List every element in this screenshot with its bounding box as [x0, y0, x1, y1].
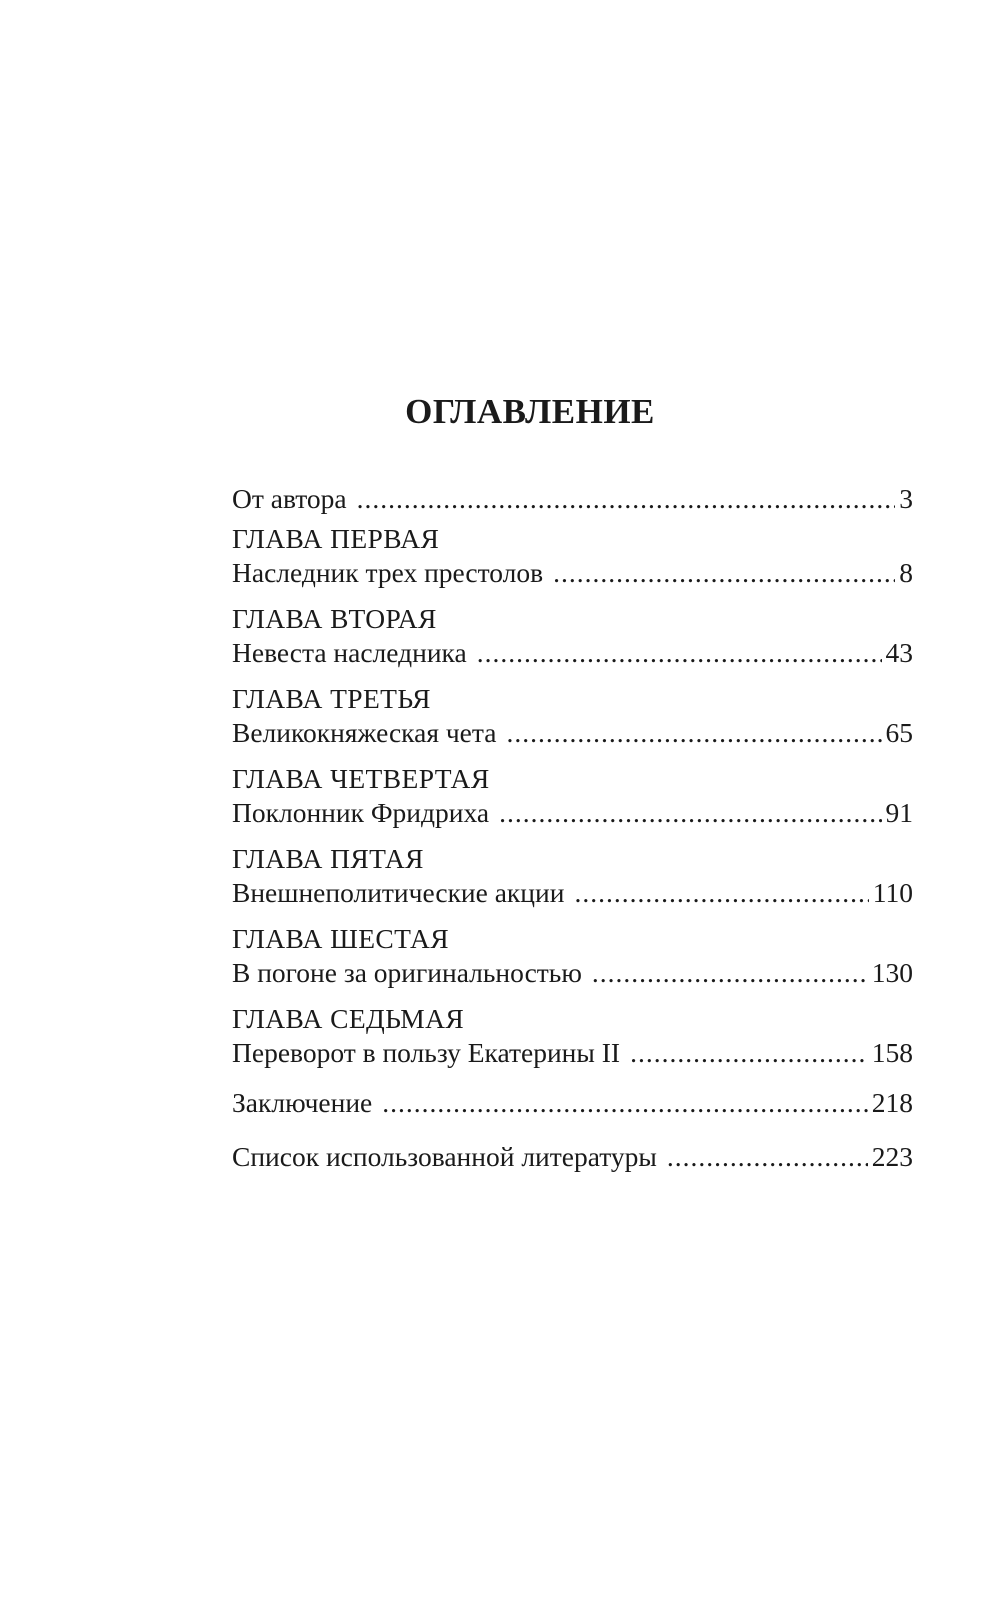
- toc-entry-page: 3: [899, 483, 913, 514]
- toc-entry-page: 65: [885, 717, 913, 748]
- toc-entry-page: 130: [871, 957, 913, 988]
- toc-entry-chapter-1[interactable]: [232, 556, 913, 590]
- chapter-heading-2: ГЛАВА ВТОРАЯ: [232, 603, 437, 634]
- dot-leader: [506, 716, 881, 750]
- toc-entry-bibliography[interactable]: [232, 1140, 913, 1174]
- toc-entry-label: Внешнеполитические акции: [232, 877, 565, 908]
- chapter-heading-5: ГЛАВА ПЯТАЯ: [232, 843, 424, 874]
- dot-leader: [477, 636, 882, 670]
- dot-leader: [357, 482, 896, 516]
- toc-entry-page: 223: [871, 1141, 913, 1172]
- toc-entry-page: 110: [872, 877, 913, 908]
- chapter-heading-6: ГЛАВА ШЕСТАЯ: [232, 923, 449, 954]
- chapter-heading-4: ГЛАВА ЧЕТВЕРТАЯ: [232, 763, 490, 794]
- toc-entry-label: Список использованной литературы: [232, 1141, 657, 1172]
- dot-leader: [592, 956, 868, 990]
- dot-leader: [667, 1140, 868, 1174]
- toc-entry-chapter-2[interactable]: [232, 636, 913, 670]
- toc-entry-foreword[interactable]: [232, 482, 913, 516]
- toc-entry-page: 8: [899, 557, 913, 588]
- toc-entry-label: От автора: [232, 483, 347, 514]
- toc-entry-page: 91: [885, 797, 913, 828]
- toc-entry-page: 158: [871, 1037, 913, 1068]
- toc-entry-label: Великокняжеская чета: [232, 717, 497, 748]
- chapter-heading-7: ГЛАВА СЕДЬМАЯ: [232, 1003, 465, 1034]
- toc-entry-chapter-6[interactable]: [232, 956, 913, 990]
- toc-entry-label: Наследник трех престолов: [232, 557, 544, 588]
- toc-entry-label: Заключение: [232, 1087, 373, 1118]
- toc-entry-page: 218: [871, 1087, 913, 1118]
- dot-leader: [382, 1086, 868, 1120]
- dot-leader: [499, 796, 881, 830]
- toc-entry-chapter-5[interactable]: [232, 876, 913, 910]
- toc-entry-conclusion[interactable]: [232, 1086, 913, 1120]
- toc-entry-chapter-7[interactable]: [232, 1036, 913, 1070]
- dot-leader: [630, 1036, 868, 1070]
- toc-entry-label: В погоне за оригинальностью: [232, 957, 582, 988]
- toc-entry-chapter-3[interactable]: [232, 716, 913, 750]
- toc-entry-label: Переворот в пользу Екатерины II: [232, 1037, 621, 1068]
- toc-entry-label: Поклонник Фридриха: [232, 797, 490, 828]
- toc-entry-label: Невеста наследника: [232, 637, 467, 668]
- dot-leader: [553, 556, 895, 590]
- toc-title: ОГЛАВЛЕНИЕ: [405, 392, 655, 431]
- chapter-heading-3: ГЛАВА ТРЕТЬЯ: [232, 683, 431, 714]
- toc-entry-page: 43: [885, 637, 913, 668]
- dot-leader: [574, 876, 868, 910]
- chapter-heading-1: ГЛАВА ПЕРВАЯ: [232, 523, 440, 554]
- toc-entry-chapter-4[interactable]: [232, 796, 913, 830]
